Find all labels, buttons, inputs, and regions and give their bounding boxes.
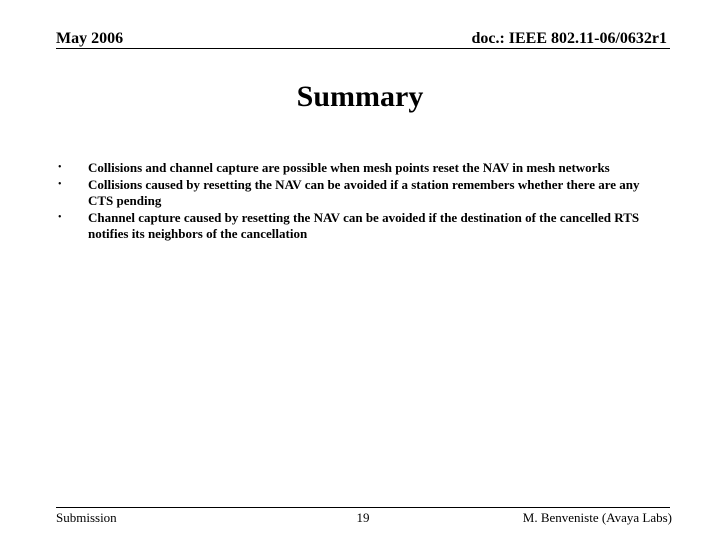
header-doc-id: doc.: IEEE 802.11-06/0632r1 (471, 30, 667, 47)
footer-page-number: 19 (356, 510, 370, 525)
bullet-item (58, 210, 668, 243)
slide-title: Summary (296, 80, 424, 113)
footer-submission: Submission (56, 510, 117, 525)
footer-author: M. Benveniste (Avaya Labs) (522, 510, 672, 525)
bullet-text: Channel capture caused by resetting the NAV can be avoided if the destination of the cancelled RTS notifies its neighbors of the cancellation (88, 209, 640, 241)
bullet-item (58, 160, 668, 177)
bullet-item (58, 177, 668, 210)
bullet-icon: • (58, 162, 62, 173)
header-date: May 2006 (56, 30, 124, 47)
bullet-list (58, 160, 668, 243)
footer-divider (56, 507, 670, 508)
bullet-text: Collisions and channel capture are possible when mesh points reset the NAV in mesh networks (88, 160, 610, 175)
bullet-icon: • (58, 211, 62, 223)
bullet-icon: • (58, 178, 62, 190)
bullet-text: Collisions caused by resetting the NAV can be avoided if a station remembers whether there are any CTS pending (88, 176, 640, 208)
header-divider (56, 48, 670, 49)
